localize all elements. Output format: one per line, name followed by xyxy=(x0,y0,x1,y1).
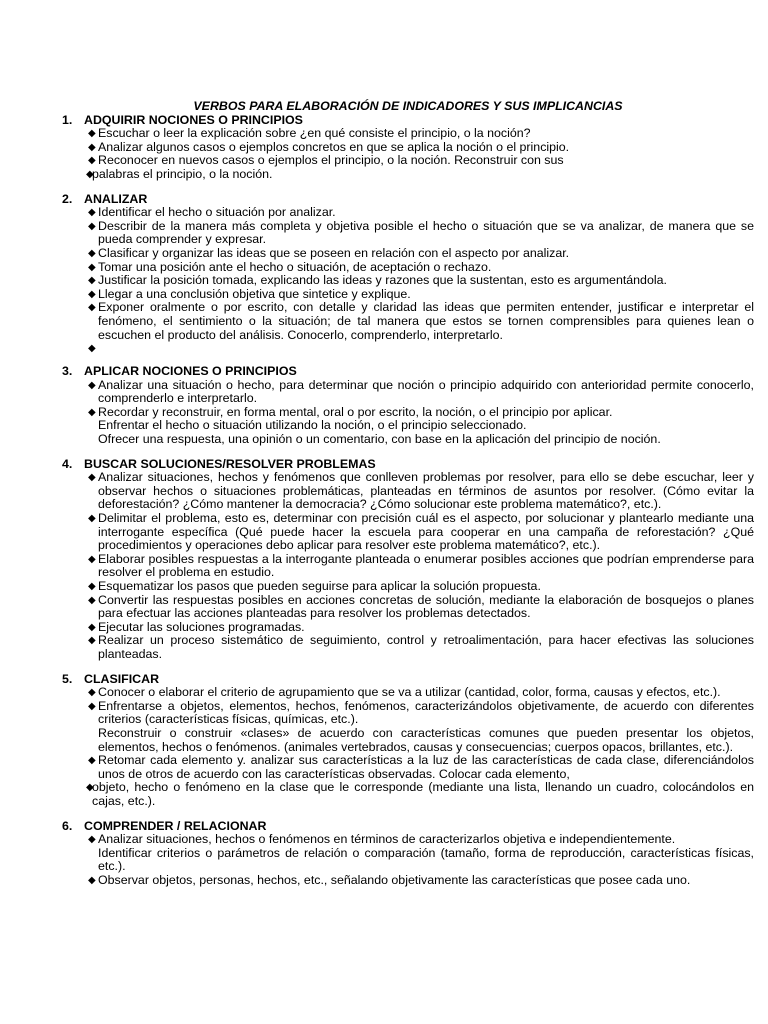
section-number: 5. xyxy=(62,671,73,686)
list-item xyxy=(62,874,754,888)
list-item xyxy=(62,261,754,275)
section-number: 3. xyxy=(62,364,73,379)
section xyxy=(62,673,754,809)
section-number: 6. xyxy=(62,818,73,833)
list-item-text: Observar objetos, personas, hechos, etc., señalando objetivamente las características que posee cada uno. xyxy=(98,872,691,887)
list-item-text: Analizar situaciones, hechos y fenómenos que conlleven problemas por resolver, para ello se debe escuchar, leer y observar hechos o situaciones problemáticas, planteadas en términos de asuntos por resolver. (Cómo evitar la deforestación? ¿Cómo mantener la democracia? ¿Cómo solucionar este problema matemático?, etc.). xyxy=(98,470,754,512)
section-title: ADQUIRIR NOCIONES O PRINCIPIOS xyxy=(84,112,303,127)
list-item-text: Realizar un proceso sistemático de seguimiento, control y retroalimentación, para hacer efectivas las soluciones planteadas. xyxy=(98,633,754,661)
section-number: 2. xyxy=(62,191,73,206)
list-item-text: Identificar criterios o parámetros de relación o comparación (tamaño, forma de reproducción, características físicas, etc.). xyxy=(98,845,754,874)
diamond-bullet-icon: ◆ xyxy=(88,581,96,592)
diamond-bullet-icon: ◆ xyxy=(88,128,96,140)
section xyxy=(62,114,754,182)
diamond-bullet-icon: ◆ xyxy=(88,220,96,232)
list-item xyxy=(62,621,754,635)
diamond-bullet-icon: ◆ xyxy=(88,247,96,259)
diamond-bullet-icon: ◆ xyxy=(88,755,96,767)
section xyxy=(62,193,754,355)
section-title: APLICAR NOCIONES O PRINCIPIOS xyxy=(84,364,297,379)
list-item xyxy=(62,700,754,727)
diamond-bullet-icon: ◆ xyxy=(88,207,96,219)
section-heading xyxy=(62,365,754,379)
diamond-bullet-icon: ◆ xyxy=(88,594,96,606)
list-item-text: Esquematizar los pasos que pueden seguirse para aplicar la solución propuesta. xyxy=(98,579,541,593)
list-item-text: Recordar y reconstruir, en forma mental, oral o por escrito, la noción, o el principio por aplicar. xyxy=(98,404,613,419)
section xyxy=(62,458,754,662)
section-heading xyxy=(62,820,754,834)
list-item xyxy=(62,247,754,261)
list-item xyxy=(62,433,754,447)
list-item xyxy=(62,342,754,354)
diamond-bullet-icon: ◆ xyxy=(88,513,96,525)
diamond-bullet-icon: ◆ xyxy=(88,302,96,314)
diamond-bullet-icon: ◆ xyxy=(88,472,96,484)
list-item-text: Identificar el hecho o situación por analizar. xyxy=(98,205,336,220)
sections-container xyxy=(62,114,754,888)
diamond-bullet-icon: ◆ xyxy=(88,155,96,167)
section-title: ANALIZAR xyxy=(84,191,148,206)
diamond-bullet-icon: ◆ xyxy=(88,343,96,355)
diamond-bullet-icon: ◆ xyxy=(88,288,96,300)
section-title: COMPRENDER / RELACIONAR xyxy=(84,818,267,833)
list-item-text: Elaborar posibles respuestas a la interrogante planteada o enumerar posibles acciones que podrían emprenderse para resolver el problema en estudio. xyxy=(98,551,754,580)
list-item xyxy=(62,274,754,288)
list-item-text: Ofrecer una respuesta, una opinión o un comentario, con base en la aplicación del principio de noción. xyxy=(98,432,661,447)
diamond-bullet-icon: ◆ xyxy=(88,635,96,647)
list-item xyxy=(62,220,754,247)
list-item-text: Enfrentarse a objetos, elementos, hechos, fenómenos, caracterizándolos objetivamente, de acuerdo con diferentes criterios (características físicas, químicas, etc.). xyxy=(98,698,754,727)
list-item xyxy=(62,406,754,420)
list-item-text: Llegar a una conclusión objetiva que sintetice y explique. xyxy=(98,286,411,301)
list-item xyxy=(62,727,754,754)
list-item-text: Analizar situaciones, hechos o fenómenos en términos de caracterizarlos objetiva e independientemente. xyxy=(98,832,676,847)
list-item xyxy=(62,141,754,155)
list-item xyxy=(62,206,754,220)
section-heading xyxy=(62,193,754,207)
list-item-text: Analizar una situación o hecho, para determinar que noción o principio adquirido con anterioridad permite conocerlo, comprenderlo e interpretarlo. xyxy=(98,377,754,406)
section xyxy=(62,365,754,447)
list-item xyxy=(62,154,754,168)
diamond-bullet-icon: ◆ xyxy=(88,406,96,418)
list-item xyxy=(62,512,754,553)
section-heading xyxy=(62,458,754,472)
list-item xyxy=(62,553,754,580)
list-item-text: Delimitar el problema, esto es, determinar con precisión cuál es el aspecto, por solucionar y plantearlo mediante una interrogante específica (Qué puede hacer la escuela para cooperar en una campaña de reforestación? ¿Qué procedimientos y operaciones debo aplicar para resolver este problema matemático?, etc.). xyxy=(98,511,754,553)
list-item-text: Analizar algunos casos o ejemplos concretos en que se aplica la noción o el principio. xyxy=(98,139,570,154)
list-item-text: Describir de la manera más completa y objetiva posible el hecho o situación que se va analizar, de manera que se pueda comprender y expresar. xyxy=(98,218,754,247)
list-item xyxy=(62,127,754,141)
diamond-bullet-icon: ◆ xyxy=(86,168,94,180)
list-item-text: Retomar cada elemento y. analizar sus características a la luz de las características de cada clase, diferenciándolos unos de otros de acuerdo con las características observadas. Colocar cada elemento, xyxy=(98,753,754,781)
diamond-bullet-icon: ◆ xyxy=(88,874,96,886)
list-item-text: Convertir las respuestas posibles en acciones concretas de solución, mediante la elaboración de bosquejos o planes para efectuar las acciones planteadas para resolver los problemas detectados. xyxy=(98,592,754,621)
list-item-text: Enfrentar el hecho o situación utilizando la noción, o el principio seleccionado. xyxy=(98,418,527,433)
list-item xyxy=(62,419,754,433)
list-item xyxy=(62,580,754,594)
list-item xyxy=(62,754,754,781)
diamond-bullet-icon: ◆ xyxy=(88,834,96,846)
diamond-bullet-icon: ◆ xyxy=(88,141,96,153)
list-item-text: Justificar la posición tomada, explicando las ideas y razones que la sustentan, esto es argumentándola. xyxy=(98,273,667,288)
section-title: CLASIFICAR xyxy=(84,671,160,686)
section-heading xyxy=(62,673,754,687)
diamond-bullet-icon: ◆ xyxy=(88,621,96,633)
list-item-text: Escuchar o leer la explicación sobre ¿en qué consiste el principio, o la noción? xyxy=(98,126,531,141)
list-item-text: Reconocer en nuevos casos o ejemplos el principio, o la noción. Reconstruir con sus xyxy=(98,153,564,168)
list-item xyxy=(62,847,754,874)
list-item-text: Clasificar y organizar las ideas que se poseen en relación con el aspecto por analizar. xyxy=(98,245,570,260)
list-item xyxy=(62,594,754,621)
diamond-bullet-icon: ◆ xyxy=(88,379,96,391)
section-title: BUSCAR SOLUCIONES/RESOLVER PROBLEMAS xyxy=(84,456,376,471)
list-item xyxy=(62,288,754,302)
list-item xyxy=(62,781,754,808)
section xyxy=(62,820,754,888)
list-item xyxy=(62,379,754,406)
list-item-text: palabras el principio, o la noción. xyxy=(92,166,273,181)
diamond-bullet-icon: ◆ xyxy=(88,553,96,565)
list-item-text: Exponer oralmente o por escrito, con detalle y claridad las ideas que permiten entender, justificar e interpretar el fenómeno, el sentimiento o la situación; de tal manera que estos se tornen comprensibles para quienes lean o escuchen el producto del análisis. Conocerlo, comprenderlo, interpretarlo. xyxy=(98,300,754,342)
diamond-bullet-icon: ◆ xyxy=(88,687,96,699)
diamond-bullet-icon: ◆ xyxy=(88,700,96,712)
list-item-text: objeto, hecho o fenómeno en la clase que le corresponde (mediante una lista, llenando un cuadro, colocándolos en cajas, etc.). xyxy=(92,780,754,808)
list-item-text: Reconstruir o construir «clases» de acuerdo con características comunes que pueden presentar los objetos, elementos, hechos o fenómenos. (animales vertebrados, causas y consecuencias; cuerpos opacos, brillantes, etc.). xyxy=(98,725,754,754)
list-item xyxy=(62,301,754,342)
list-item xyxy=(62,833,754,847)
document-title: VERBOS PARA ELABORACIÓN DE INDICADORES Y SUS IMPLICANCIAS xyxy=(193,99,623,113)
diamond-bullet-icon: ◆ xyxy=(86,782,94,794)
document-page xyxy=(62,100,754,887)
list-item xyxy=(62,168,754,182)
list-item-text: Conocer o elaborar el criterio de agrupamiento que se va a utilizar (cantidad, color, forma, causas y efectos, etc.). xyxy=(98,685,721,700)
list-item-text: Ejecutar las soluciones programadas. xyxy=(98,619,305,634)
list-item-text: Tomar una posición ante el hecho o situación, de aceptación o rechazo. xyxy=(98,259,492,274)
section-number: 4. xyxy=(62,456,73,471)
list-item xyxy=(62,634,754,661)
diamond-bullet-icon: ◆ xyxy=(88,261,96,273)
list-item xyxy=(62,471,754,512)
diamond-bullet-icon: ◆ xyxy=(88,275,96,287)
section-heading xyxy=(62,114,754,128)
list-item xyxy=(62,686,754,700)
section-number: 1. xyxy=(62,112,73,127)
